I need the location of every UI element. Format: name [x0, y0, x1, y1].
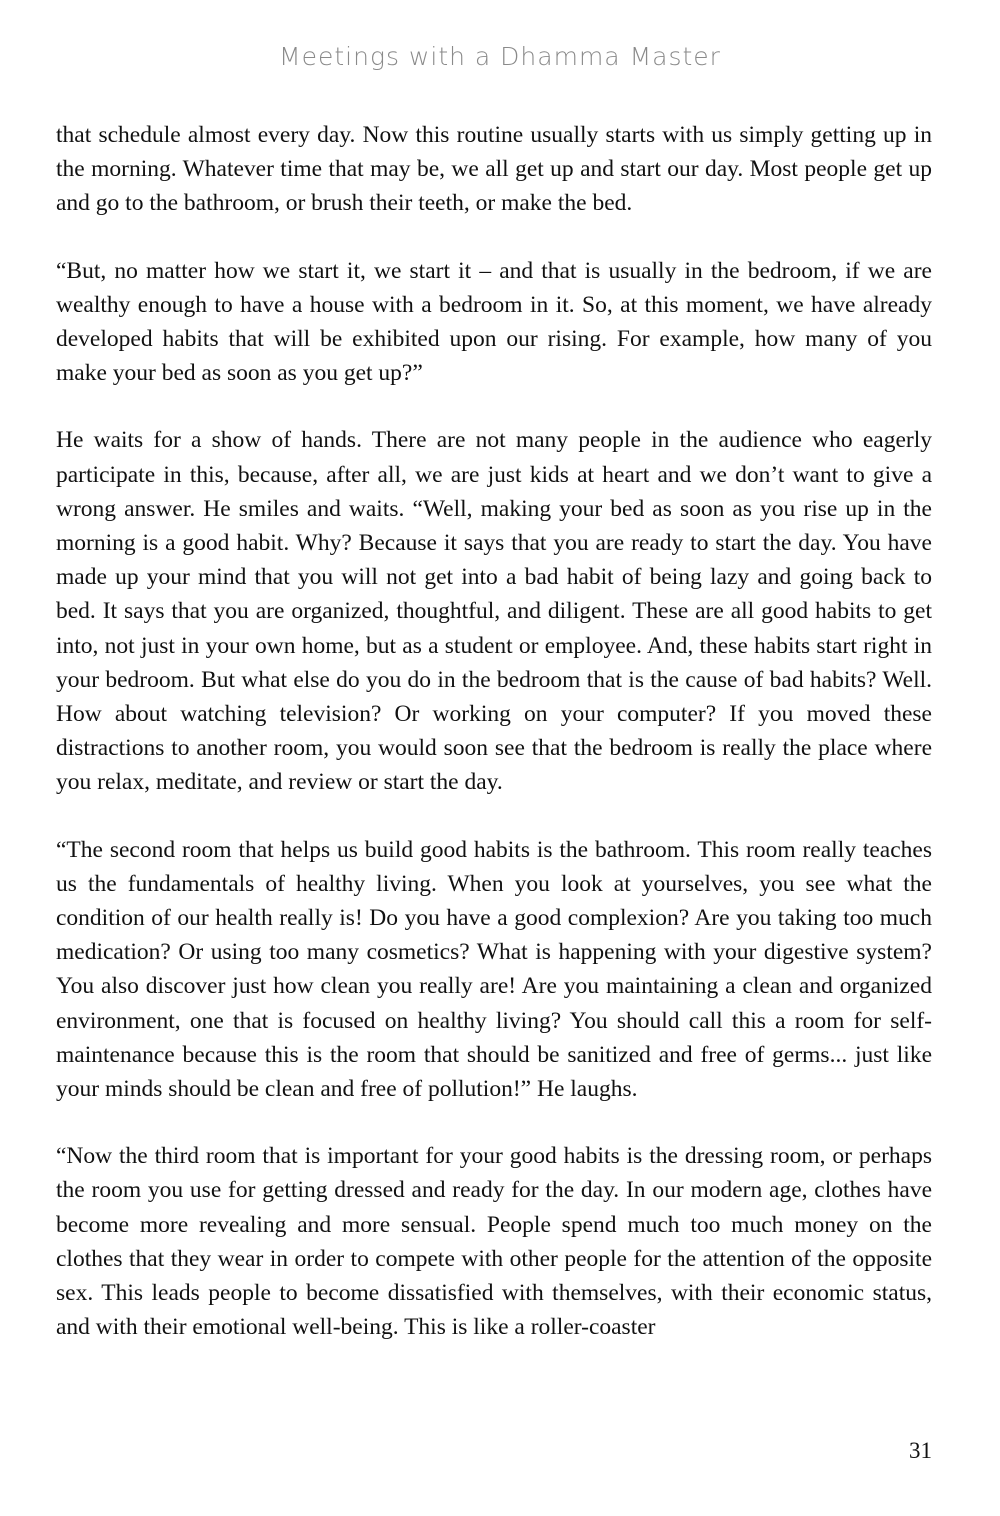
paragraph-1: that schedule almost every day. Now this routine usually starts with us simply getting up in the morning. Whatever time that may be, we all get up and start our day. Most people get up and go to the bathroom, or brush their teeth, or make the bed.	[56, 122, 932, 217]
paragraph-2: “But, no matter how we start it, we start it – and that is usually in the bedroom, if we are wealthy enough to have a house with a bedroom in it. So, at this moment, we have already developed habits that will be exhibited upon our rising. For example, how many of you make your bed as soon as you get up?”	[56, 257, 932, 387]
paragraph-3: He waits for a show of hands. There are not many people in the audience who eagerly participate in this, because, after all, we are just kids at heart and we don’t want to give a wrong answer. He smiles and waits. “Well, making your bed as soon as you rise up in the morning is a good habit. Why? Because it says that you are ready to start the day. You have made up your mind that you will not get into a bad habit of being lazy and going back to bed. It says that you are organized, thoughtful, and diligent. These are all good habits to get into, not just in your own home, but as a student or employee. And, these habits start right in your bedroom. But what else do you do in the bedroom that is the cause of bad habits? Well. How about watching television? Or working on your computer? If you moved these distractions to another room, you would soon see that the bedroom is really the place where you relax, meditate, and review or start the day.	[56, 427, 932, 796]
running-header: Meetings with a Dhamma Master	[279, 42, 721, 71]
page-number: 31	[909, 1438, 932, 1463]
paragraph-5: “Now the third room that is important for your good habits is the dressing room, or perhaps the room you use for getting dressed and ready for the day. In our modern age, clothes have become more revealing and more sensual. People spend much too much money on the clothes that they wear in order to compete with other people for the attention of the opposite sex. This leads people to become dissatisfied with themselves, with their economic status, and with their emotional well-being. This is like a roller-coaster	[56, 1143, 932, 1341]
paragraph-4: “The second room that helps us build good habits is the bathroom. This room really teaches us the fundamentals of healthy living. When you look at yourselves, you see what the condition of our health really is! Do you have a good complexion? Are you taking too much medication? Or using too many cosmetics? What is happening with your digestive system? You also discover just how clean you really are! Are you maintaining a clean and organized environment, one that is focused on healthy living? You should call this a room for self-maintenance because this is the room that should be sanitized and free of germs... just like your minds should be clean and free of pollution!” He laughs.	[56, 836, 932, 1103]
body-text	[56, 118, 932, 1345]
